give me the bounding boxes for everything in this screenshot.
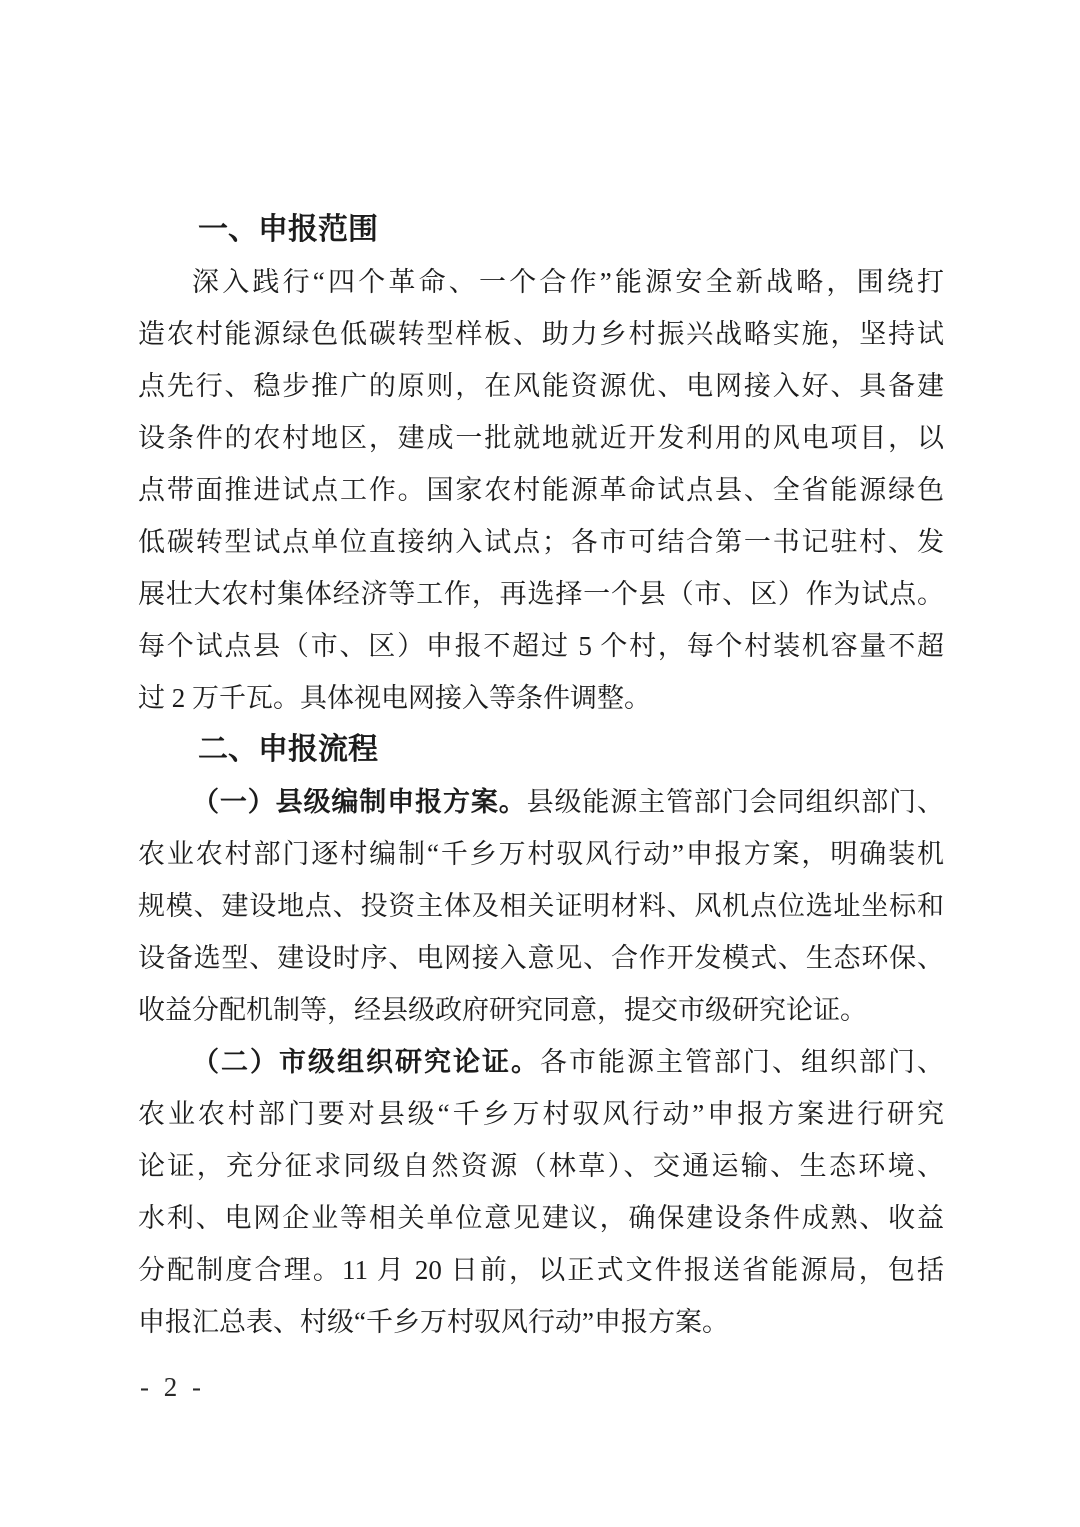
body-line: 过 2 万千瓦。具体视电网接入等条件调整。 [138,683,651,713]
body-line: 规模、建设地点、投资主体及相关证明材料、风机点位选址坐标和 [138,891,944,921]
subsection-lead-county-plan: （一）县级编制申报方案。 [192,787,527,817]
body-line-text: 县级能源主管部门会同组织部门、 [526,787,945,817]
body-line: 深入践行“四个革命、一个合作”能源安全新战略，围绕打 [192,267,944,297]
body-line: 点带面推进试点工作。国家农村能源革命试点县、全省能源绿色 [138,475,944,505]
body-line: 论证，充分征求同级自然资源（林草）、交通运输、生态环境、 [138,1151,944,1181]
body-line: 点先行、稳步推广的原则，在风能资源优、电网接入好、具备建 [138,371,944,401]
page-number: - 2 - [140,1372,205,1402]
body-line: 展壮大农村集体经济等工作，再选择一个县（市、区）作为试点。 [138,579,944,609]
body-line [138,1036,944,1088]
subsection-lead-city-review: （二）市级组织研究论证。 [192,1047,540,1077]
body-line: 造农村能源绿色低碳转型样板、助力乡村振兴战略实施，坚持试 [138,319,944,349]
body-line [138,776,944,828]
body-line: 申报汇总表、村级“千乡万村驭风行动”申报方案。 [138,1307,729,1337]
section-heading-application-scope: 一、申报范围 [198,213,378,246]
body-line: 水利、电网企业等相关单位意见建议，确保建设条件成熟、收益 [138,1203,944,1233]
body-line: 低碳转型试点单位直接纳入试点；各市可结合第一书记驻村、发 [138,527,944,557]
body-line: 农业农村部门要对县级“千乡万村驭风行动”申报方案进行研究 [138,1099,944,1129]
body-line: 农业农村部门逐村编制“千乡万村驭风行动”申报方案，明确装机 [138,839,944,869]
section-heading-application-process: 二、申报流程 [198,733,378,766]
body-line: 分配制度合理。11 月 20 日前，以正式文件报送省能源局，包括 [138,1255,944,1285]
body-line: 设条件的农村地区，建成一批就地就近开发利用的风电项目，以 [138,423,944,453]
body-line: 设备选型、建设时序、电网接入意见、合作开发模式、生态环保、 [138,943,944,973]
body-line: 收益分配机制等，经县级政府研究同意，提交市级研究论证。 [138,995,867,1025]
document-body [138,204,944,1348]
body-line: 每个试点县（市、区）申报不超过 5 个村，每个村装机容量不超 [138,631,944,661]
body-line-text: 各市能源主管部门、组织部门、 [540,1047,944,1077]
